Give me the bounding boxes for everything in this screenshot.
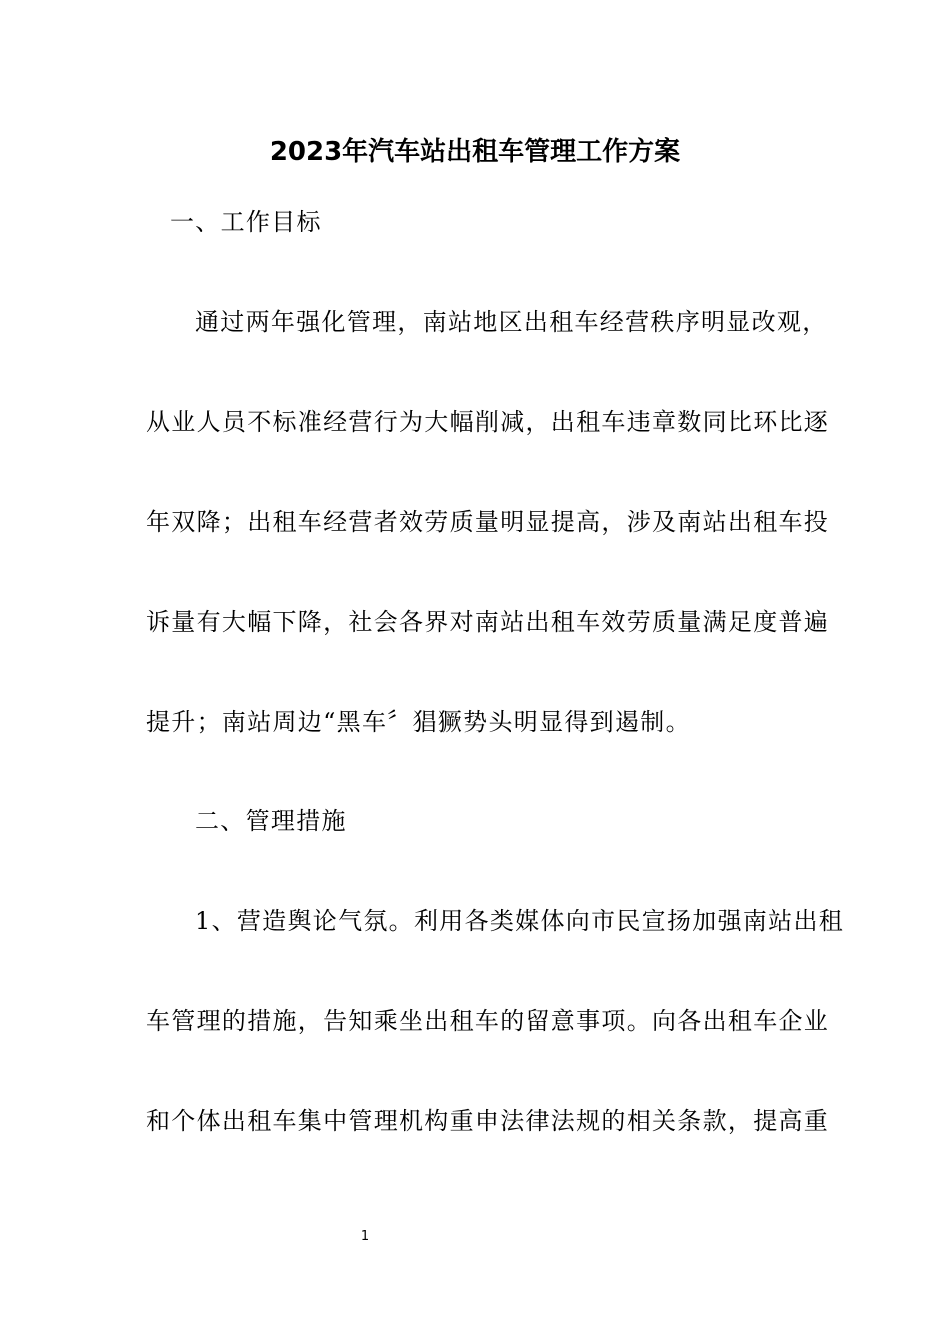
paragraph-line: 提升；南站周边“黑车〞猖獗势头明显得到遏制。 <box>146 708 691 736</box>
document-title: 2023年汽车站出租车管理工作方案 <box>269 137 681 167</box>
paragraph-line: 从业人员不标准经营行为大幅削减，出租车违章数同比环比逐 <box>146 408 830 436</box>
paragraph-line: 和个体出租车集中管理机构重申法律法规的相关条款，提高重 <box>146 1107 830 1135</box>
page-number: 1 <box>360 1229 370 1244</box>
paragraph-line: 1、营造舆论气氛。利用各类媒体向市民宣扬加强南站出租 <box>195 907 845 935</box>
section-heading-measures: 二、管理措施 <box>195 807 347 835</box>
paragraph-line: 诉量有大幅下降，社会各界对南站出租车效劳质量满足度普遍 <box>146 608 830 636</box>
paragraph-line: 通过两年强化管理，南站地区出租车经营秩序明显改观， <box>195 308 828 336</box>
paragraph-line: 年双降；出租车经营者效劳质量明显提高，涉及南站出租车投 <box>146 508 830 536</box>
paragraph-line: 车管理的措施，告知乘坐出租车的留意事项。向各出租车企业 <box>146 1007 830 1035</box>
section-heading-goals: 一、工作目标 <box>170 208 322 236</box>
